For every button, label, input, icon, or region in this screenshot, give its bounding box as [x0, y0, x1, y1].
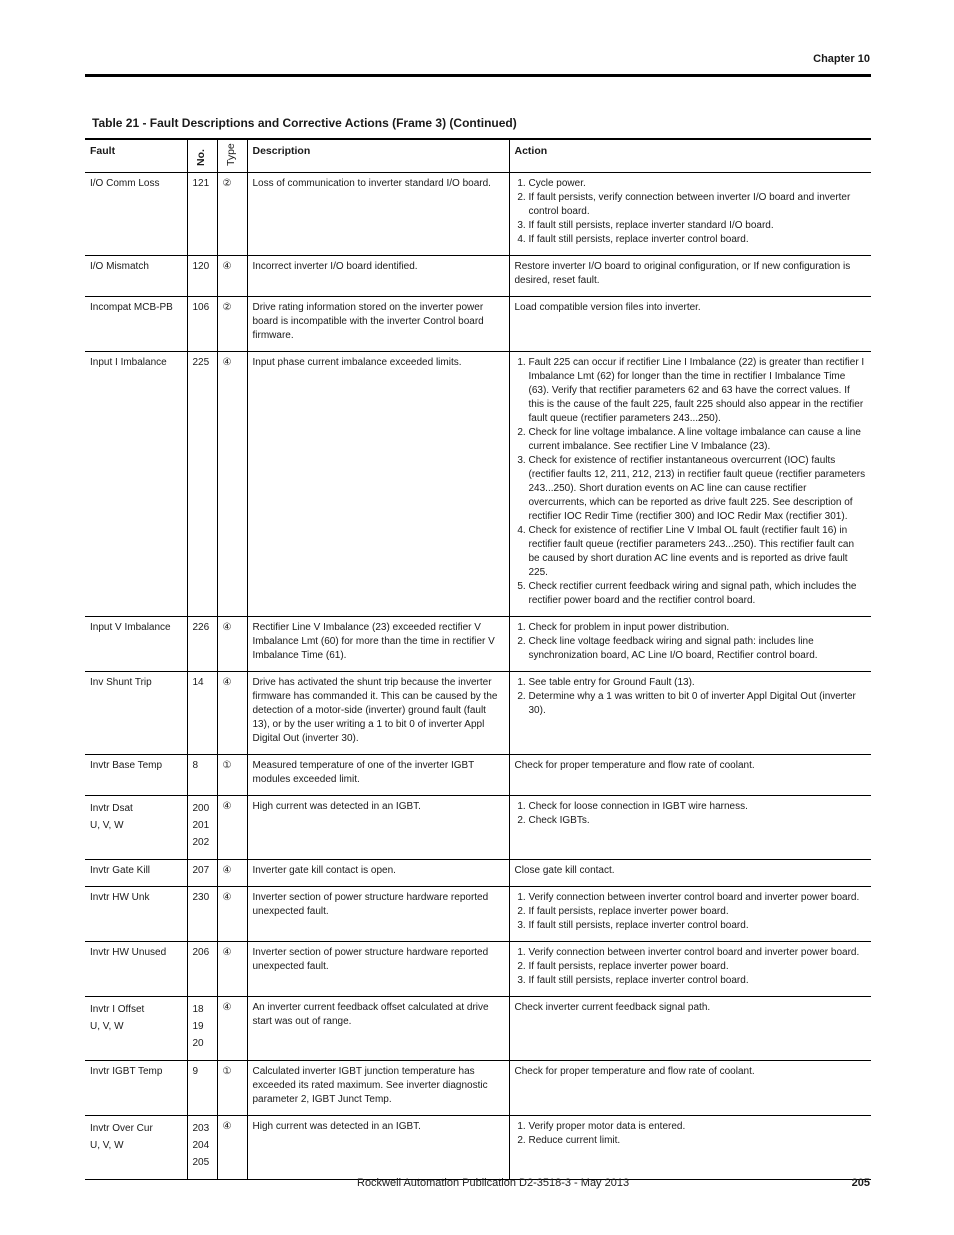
- fault-number-cell: [187, 672, 217, 755]
- fault-number-cell: [187, 755, 217, 796]
- action-steps-list: [515, 177, 867, 247]
- fault-number-cell: [187, 297, 217, 352]
- action-step: 1. Verify proper motor data is entered.: [529, 1120, 867, 1134]
- fault-name-cell: [85, 1061, 187, 1116]
- fault-type-icon: ②: [222, 178, 232, 189]
- fault-number-cell: [187, 887, 217, 942]
- fault-action-cell: [509, 860, 871, 887]
- action-step: 4. If fault still persists, replace inverter control board.: [529, 233, 867, 247]
- fault-number-cell: [187, 173, 217, 256]
- table-row: [85, 887, 871, 942]
- fault-type-icon: ④: [222, 801, 232, 812]
- fault-name-cell: [85, 887, 187, 942]
- fault-number-cell: [187, 352, 217, 617]
- table-row: [85, 997, 871, 1061]
- fault-number-cell: [187, 1061, 217, 1116]
- fault-name: Invtr Base Temp: [90, 760, 163, 771]
- fault-number: 226: [192, 622, 210, 633]
- fault-name: Invtr Gate Kill: [90, 865, 151, 876]
- fault-type-cell: [217, 997, 247, 1061]
- fault-action-cell: [509, 256, 871, 297]
- fault-name: Incompat MCB-PB: [90, 302, 173, 313]
- fault-action-cell: [509, 297, 871, 352]
- table-row: [85, 256, 871, 297]
- action-step: 1. See table entry for Ground Fault (13).: [529, 676, 867, 690]
- action-steps-list: [515, 1120, 867, 1148]
- fault-name-cell: [85, 860, 187, 887]
- fault-description: Incorrect inverter I/O board identified.: [247, 256, 509, 297]
- action-step: 1. Verify connection between inverter control board and inverter power board.: [529, 891, 867, 905]
- fault-number: 206: [192, 947, 210, 958]
- fault-name-cell: [85, 997, 187, 1061]
- fault-name-cell: [85, 1116, 187, 1180]
- fault-number: 18: [192, 1004, 204, 1015]
- action-step: 5. Check rectifier current feedback wiring and signal path, which includes the rectifier power board and the rectifier control board.: [529, 580, 867, 608]
- fault-name-cell: [85, 173, 187, 256]
- fault-type-cell: [217, 617, 247, 672]
- fault-number: 20: [192, 1038, 204, 1049]
- fault-description: High current was detected in an IGBT.: [247, 796, 509, 860]
- fault-type-cell: [217, 256, 247, 297]
- fault-number: 207: [192, 865, 210, 876]
- action-step: 4. Check for existence of rectifier Line V Imbal OL fault (rectifier fault 16) in rectifier fault queue (rectifier parameters 243...250). This rectifier fault can be caused by short duration AC line events and is reported as drive fault 225.: [529, 524, 867, 580]
- table-row: [85, 755, 871, 796]
- fault-type-cell: [217, 352, 247, 617]
- fault-type-icon: ④: [222, 1002, 232, 1013]
- fault-type-icon: ④: [222, 622, 232, 633]
- fault-number: 203: [192, 1123, 210, 1134]
- fault-type-icon: ①: [222, 760, 232, 771]
- fault-action-cell: [509, 942, 871, 997]
- fault-number: 201: [192, 820, 210, 831]
- fault-number-cell: [187, 256, 217, 297]
- table-row: [85, 352, 871, 617]
- col-header-no: [187, 139, 217, 173]
- action-step: 3. If fault still persists, replace inverter control board.: [529, 974, 867, 988]
- fault-type-icon: ④: [222, 677, 232, 688]
- fault-description: High current was detected in an IGBT.: [247, 1116, 509, 1180]
- table-row: [85, 860, 871, 887]
- fault-type-icon: ④: [222, 357, 232, 368]
- action-step: 1. Cycle power.: [529, 177, 867, 191]
- fault-number-cell: [187, 942, 217, 997]
- table-row: [85, 942, 871, 997]
- fault-action-cell: [509, 997, 871, 1061]
- fault-type-cell: [217, 1116, 247, 1180]
- action-step: 2. If fault persists, replace inverter power board.: [529, 960, 867, 974]
- fault-name: Invtr IGBT Temp: [90, 1066, 163, 1077]
- fault-description: Inverter gate kill contact is open.: [247, 860, 509, 887]
- action-step: 2. If fault persists, verify connection between inverter I/O board and inverter control board.: [529, 191, 867, 219]
- fault-name-cell: [85, 297, 187, 352]
- fault-type-cell: [217, 942, 247, 997]
- fault-number: 225: [192, 357, 210, 368]
- fault-action-cell: [509, 796, 871, 860]
- fault-number: 106: [192, 302, 210, 313]
- fault-description: Loss of communication to inverter standard I/O board.: [247, 173, 509, 256]
- fault-action-cell: [509, 617, 871, 672]
- fault-type-cell: [217, 796, 247, 860]
- page-number: 205: [851, 1177, 870, 1189]
- action-text: Check for proper temperature and flow rate of coolant.: [514, 760, 755, 771]
- fault-type-icon: ①: [222, 1066, 232, 1077]
- fault-name-cell: [85, 942, 187, 997]
- fault-description: Inverter section of power structure hardware reported unexpected fault.: [247, 942, 509, 997]
- fault-action-cell: [509, 887, 871, 942]
- chapter-label: Chapter 10: [813, 53, 870, 65]
- fault-number: 9: [192, 1066, 199, 1077]
- fault-name-cell: [85, 672, 187, 755]
- fault-number: 14: [192, 677, 204, 688]
- fault-name: Inv Shunt Trip: [90, 677, 152, 688]
- action-steps-list: [515, 891, 867, 933]
- fault-type-icon: ④: [222, 1121, 232, 1132]
- action-step: 2. Check line voltage feedback wiring and signal path: includes line synchronization board, AC Line I/O board, Rectifier control board.: [529, 635, 867, 663]
- table-header-row: [85, 139, 871, 173]
- action-step: 2. Check for line voltage imbalance. A line voltage imbalance can cause a line current imbalance. See rectifier Line V Imbalance (23).: [529, 426, 867, 454]
- fault-number: 120: [192, 261, 210, 272]
- fault-table-body: [85, 173, 871, 1180]
- action-text: Close gate kill contact.: [514, 865, 615, 876]
- fault-number: 121: [192, 178, 210, 189]
- action-step: 1. Check for problem in input power distribution.: [529, 621, 867, 635]
- col-header-description: Description: [247, 139, 509, 173]
- fault-description: An inverter current feedback offset calculated at drive start was out of range.: [247, 997, 509, 1061]
- action-text: Check for proper temperature and flow rate of coolant.: [514, 1066, 755, 1077]
- fault-action-cell: [509, 352, 871, 617]
- col-header-fault: Fault: [90, 145, 116, 157]
- action-steps-list: [515, 676, 867, 718]
- action-steps-list: [515, 800, 867, 828]
- action-steps-list: [515, 621, 867, 663]
- fault-type-cell: [217, 887, 247, 942]
- action-text: Restore inverter I/O board to original configuration, or If new configuration is desired, reset fault.: [514, 261, 851, 286]
- fault-type-icon: ④: [222, 261, 232, 272]
- fault-description: Drive rating information stored on the inverter power board is incompatible with the inverter Control board firmware.: [247, 297, 509, 352]
- fault-phases: U, V, W: [90, 1140, 124, 1151]
- fault-type-cell: [217, 173, 247, 256]
- action-step: 3. If fault still persists, replace inverter control board.: [529, 919, 867, 933]
- fault-name-cell: [85, 256, 187, 297]
- fault-number-cell: [187, 1116, 217, 1180]
- fault-name-cell: [85, 796, 187, 860]
- fault-name: I/O Mismatch: [90, 261, 149, 272]
- col-header-type-label: Type: [224, 143, 237, 166]
- table-title: Table 21 - Fault Descriptions and Corrective Actions (Frame 3) (Continued): [92, 116, 517, 130]
- fault-number: 200: [192, 803, 210, 814]
- table-row: [85, 1116, 871, 1180]
- fault-name: I/O Comm Loss: [90, 178, 160, 189]
- col-header-type: [217, 139, 247, 173]
- fault-description: Rectifier Line V Imbalance (23) exceeded rectifier V Imbalance Lmt (60) for more than the time in rectifier V Imbalance Time (61).: [247, 617, 509, 672]
- fault-name: Invtr HW Unk: [90, 892, 150, 903]
- fault-name: Invtr I Offset: [90, 1004, 145, 1015]
- fault-description: Measured temperature of one of the inverter IGBT modules exceeded limit.: [247, 755, 509, 796]
- fault-name: Invtr HW Unused: [90, 947, 167, 958]
- fault-description: Drive has activated the shunt trip because the inverter firmware has commanded it. This can be caused by the detection of a motor-side (inverter) ground fault (fault 13), or by the user writing a 1 to bit 0 of inverter Appl Digital Out (inverter 30).: [247, 672, 509, 755]
- fault-action-cell: [509, 173, 871, 256]
- action-text: Load compatible version files into inverter.: [514, 302, 701, 313]
- table-row: [85, 297, 871, 352]
- fault-type-cell: [217, 1061, 247, 1116]
- action-steps-list: [515, 946, 867, 988]
- fault-name-cell: [85, 755, 187, 796]
- action-step: 1. Check for loose connection in IGBT wire harness.: [529, 800, 867, 814]
- table-row: [85, 672, 871, 755]
- fault-number: 202: [192, 837, 210, 848]
- fault-number: 8: [192, 760, 199, 771]
- action-step: 2. Reduce current limit.: [529, 1134, 867, 1148]
- header-rule: [85, 74, 871, 77]
- action-step: 2. Check IGBTs.: [529, 814, 867, 828]
- fault-number-cell: [187, 796, 217, 860]
- table-row: [85, 796, 871, 860]
- fault-description: Calculated inverter IGBT junction temperature has exceeded its rated maximum. See inverter diagnostic parameter 2, IGBT Junct Temp.: [247, 1061, 509, 1116]
- fault-table: [85, 138, 871, 1180]
- fault-type-icon: ④: [222, 892, 232, 903]
- fault-description: Inverter section of power structure hardware reported unexpected fault.: [247, 887, 509, 942]
- table-row: [85, 617, 871, 672]
- fault-phases: U, V, W: [90, 820, 124, 831]
- fault-type-icon: ④: [222, 865, 232, 876]
- fault-action-cell: [509, 1061, 871, 1116]
- fault-name: Input V Imbalance: [90, 622, 171, 633]
- fault-number: 204: [192, 1140, 210, 1151]
- fault-action-cell: [509, 755, 871, 796]
- fault-name-cell: [85, 352, 187, 617]
- action-step: 3. If fault still persists, replace inverter standard I/O board.: [529, 219, 867, 233]
- fault-phases: U, V, W: [90, 1021, 124, 1032]
- action-step: 2. Determine why a 1 was written to bit 0 of inverter Appl Digital Out (inverter 30).: [529, 690, 867, 718]
- fault-type-icon: ②: [222, 302, 232, 313]
- col-header-action: Action: [509, 139, 871, 173]
- action-step: 1. Fault 225 can occur if rectifier Line I Imbalance (22) is greater than rectifier I Imbalance Lmt (62) for longer than the time in rectifier I Imbalance Time (63). Verify that rectifier parameters 62 and 63 have the correct values. If this is the cause of the fault 225, fault 225 should also appear in the rectifier fault queue (rectifier parameters 243...250).: [529, 356, 867, 426]
- fault-type-cell: [217, 755, 247, 796]
- fault-type-icon: ④: [222, 947, 232, 958]
- fault-number-cell: [187, 997, 217, 1061]
- fault-name: Invtr Over Cur: [90, 1123, 153, 1134]
- col-header-no-label: No.: [194, 149, 207, 166]
- fault-number: 19: [192, 1021, 204, 1032]
- fault-type-cell: [217, 672, 247, 755]
- fault-number-cell: [187, 617, 217, 672]
- fault-number-cell: [187, 860, 217, 887]
- fault-type-cell: [217, 860, 247, 887]
- fault-action-cell: [509, 1116, 871, 1180]
- fault-name: Invtr Dsat: [90, 803, 133, 814]
- fault-name: Input I Imbalance: [90, 357, 167, 368]
- fault-number: 230: [192, 892, 210, 903]
- fault-number: 205: [192, 1157, 210, 1168]
- table-row: [85, 173, 871, 256]
- action-steps-list: [515, 356, 867, 608]
- action-step: 2. If fault persists, replace inverter power board.: [529, 905, 867, 919]
- table-row: [85, 1061, 871, 1116]
- fault-description: Input phase current imbalance exceeded limits.: [247, 352, 509, 617]
- action-step: 1. Verify connection between inverter control board and inverter power board.: [529, 946, 867, 960]
- action-text: Check inverter current feedback signal path.: [514, 1002, 711, 1013]
- footer-publication: Rockwell Automation Publication D2-3518-3 - May 2013: [357, 1177, 630, 1189]
- fault-action-cell: [509, 672, 871, 755]
- action-step: 3. Check for existence of rectifier instantaneous overcurrent (IOC) faults (rectifier faults 12, 211, 212, 213) in rectifier fault queue (rectifier parameters 243...250). Short duration events on AC line can cause rectifier overcurrents, which can be reported as drive fault 225. See description of rectifier IOC Redir Time (rectifier 300) and IOC Redir Max (rectifier 301).: [529, 454, 867, 524]
- fault-type-cell: [217, 297, 247, 352]
- fault-name-cell: [85, 617, 187, 672]
